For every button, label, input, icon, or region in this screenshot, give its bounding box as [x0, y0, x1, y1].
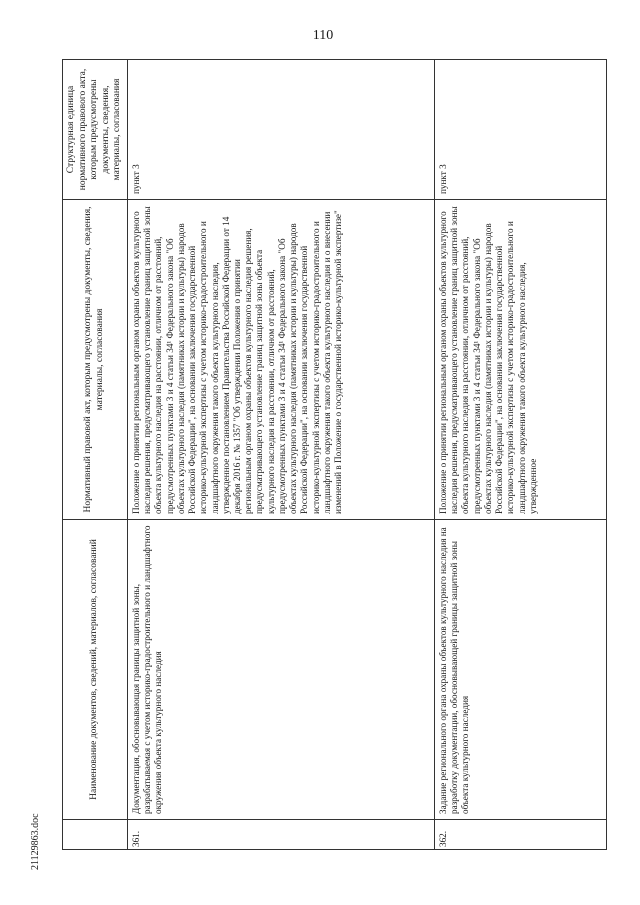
row-number: 362. — [435, 820, 607, 850]
row-normative-act: Положение о принятии региональным органом охраны объектов культурного наследия решения, предусматривающего установление границ защитной зоны объекта культурного наследия на расстоянии, отличном от расстояний, предусмотренных пунктами 3 и 4 статьи 34¹ Федерального закона "Об объектах культурного наследия (памятниках истории и культуры) народов Российской Федерации", на основании заключения государственной историко-культурной экспертизы с учетом историко-градостроительного и ландшафтного окружения такого объекта культурного наследия, утвержденное постановлением Правительства Российской Федерации от 14 декабря 2016 г. № 1357 "Об утверждении Положения о принятии региональным органом охраны объектов культурного наследия решения, предусматривающего установление границ защитной зоны объекта культурного наследия на расстоянии, отличном от расстояний, предусмотренных пунктами 3 и 4 статьи 34¹ Федерального закона "Об объектах культурного наследия (памятниках истории и культуры) народов Российской Федерации", на основании заключения государственной историко-культурной экспертизы с учетом историко-градостроительного и ландшафтного окружения такого объекта культурного наследия и о внесении изменений в Положение о государственной историко-культурной экспертизе" — [128, 200, 435, 520]
row-document-name: Задание регионального органа охраны объектов культурного наследия на разработку документации, обосновывающей границы защитной зоны объекта культурного наследия — [435, 520, 607, 820]
table-header-row — [63, 60, 128, 850]
header-normative-act: Нормативный правовой акт, которым предусмотрены документы, сведения, материалы, согласования — [63, 200, 128, 520]
doc-filename-text: 21129863.doc — [30, 813, 41, 870]
page-number: 110 — [312, 28, 334, 43]
row-document-name: Документация, обосновывающая границы защитной зоны, разрабатываемая с учетом историко-градостроительного и ландшафтного окружения объекта культурного наследия — [128, 520, 435, 820]
row-normative-act: Положение о принятии региональным органом охраны объектов культурного наследия решения, предусматривающего установление границ защитной зоны объекта культурного наследия на расстоянии, отличном от расстояний, предусмотренных пунктами 3 и 4 статьи 34¹ Федерального закона "Об объектах культурного наследия (памятниках истории и культуры) народов Российской Федерации", на основании заключения государственной историко-культурной экспертизы с учетом историко-градостроительного и ландшафтного окружения такого объекта культурного наследия, утвержденное — [435, 200, 607, 520]
table-row — [128, 60, 435, 850]
header-document-name: Наименование документов, сведений, материалов, согласований — [63, 520, 128, 820]
table-row — [435, 60, 607, 850]
header-structural-unit: Структурная единица нормативного правового акта, которым предусмотрены документы, сведения, материалы, согласования — [63, 60, 128, 200]
row-structural-unit: пункт 3 — [435, 60, 607, 200]
requirements-table — [62, 59, 607, 850]
header-number — [63, 820, 128, 850]
requirements-table-rotated — [62, 60, 607, 850]
doc-filename — [30, 813, 44, 884]
row-structural-unit: пункт 3 — [128, 60, 435, 200]
row-number: 361. — [128, 820, 435, 850]
